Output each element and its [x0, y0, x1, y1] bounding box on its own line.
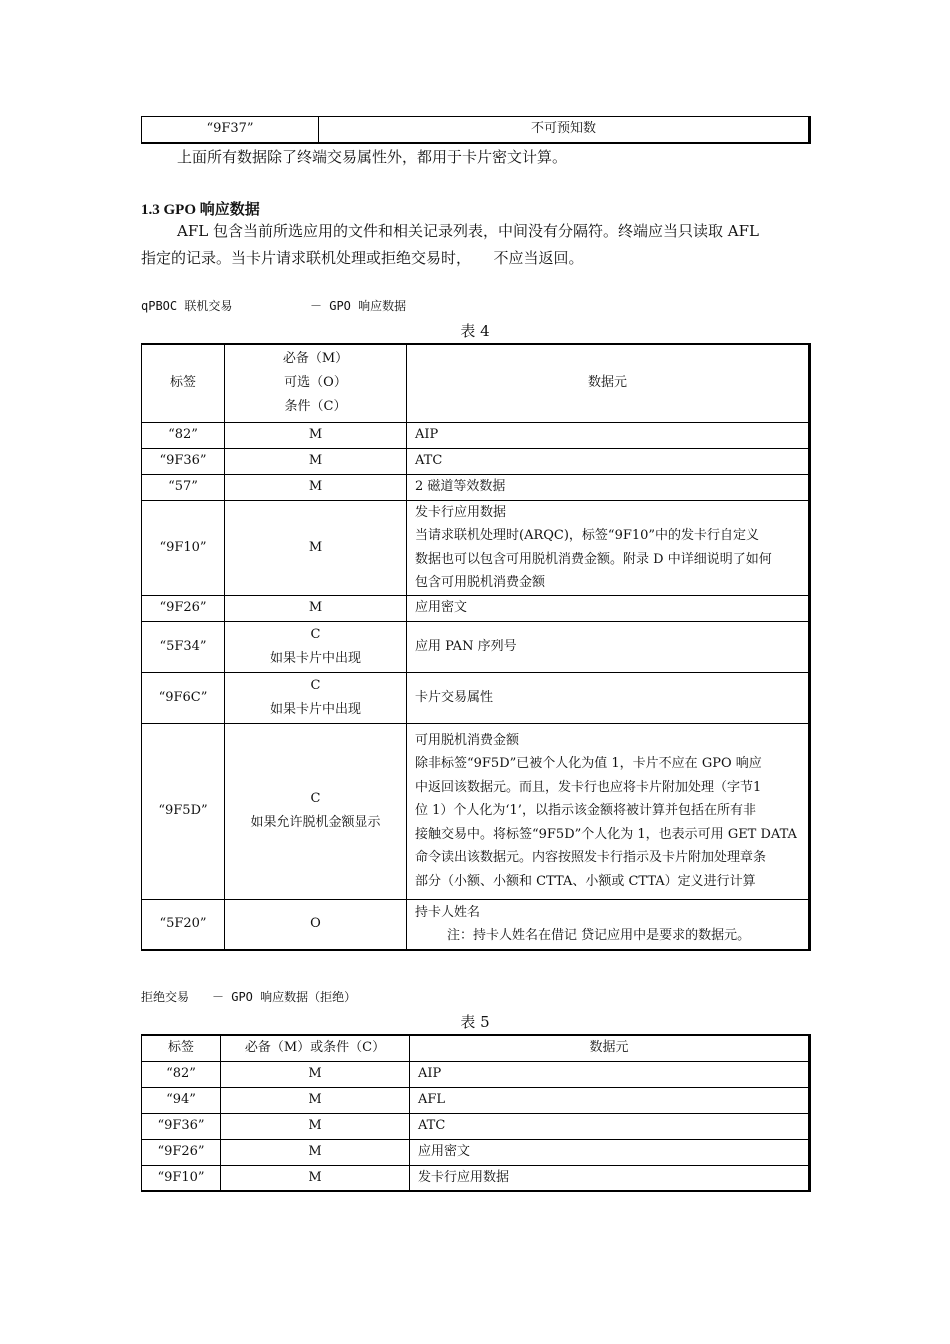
element-line: 部分（小额、小额和 CTTA、小额或 CTTA）定义进行计算 [415, 873, 756, 889]
section-heading: 1.3 GPO 响应数据 [141, 202, 260, 218]
element-line: ATC [415, 453, 443, 469]
req-value: M [308, 453, 323, 468]
element-line: 卡片交易属性 [415, 689, 494, 705]
table-4-element-cell [407, 595, 810, 621]
table-5-tag-cell: “9F10” [142, 1165, 221, 1191]
req-value: C [310, 791, 321, 806]
table-4-tag-cell: “57” [142, 474, 225, 500]
caption-1-left: qPBOC 联机交易 [141, 299, 233, 313]
element-line: 应用 PAN 序列号 [415, 638, 517, 654]
table-4-title: 表 4 [460, 322, 490, 340]
header-req-line-1: 必备（M） [282, 351, 349, 367]
element-line: 包含可用脱机消费金额 [415, 575, 546, 590]
table-5-tag-cell: “94” [142, 1087, 221, 1113]
table-4-header-element: 数据元 [407, 344, 810, 422]
element-line: 2 磁道等效数据 [415, 479, 506, 495]
table-4-row [142, 500, 810, 595]
table-4-row [142, 672, 810, 723]
top-table [141, 116, 811, 144]
element-line: AIP [415, 427, 439, 443]
table-4-element-cell [407, 621, 810, 672]
table-4-req-cell [225, 672, 407, 723]
header-req-line-2: 可选（O） [284, 375, 347, 391]
element-line: 数据也可以包含可用脱机消费金额。附录 D 中详细说明了如何 [415, 551, 772, 567]
element-line: 接触交易中。将标签“9F5D”个人化为 1，也表示可用 GET DATA [415, 826, 797, 842]
req-value: M [308, 539, 323, 555]
table-5-element-cell: 应用密文 [410, 1139, 810, 1165]
table-4-row [142, 899, 810, 950]
paragraph-2-line-1: AFL 包含当前所选应用的文件和相关记录列表，中间没有分隔符。终端应当只读取 AFL [177, 222, 759, 240]
table-4-header-tag: 标签 [142, 344, 225, 422]
table-4-row [142, 723, 810, 899]
table-4-tag-cell: “5F34” [142, 621, 225, 672]
table-5-element-cell: 发卡行应用数据 [410, 1165, 810, 1191]
table-5-tag-cell: “9F36” [142, 1113, 221, 1139]
table-5-element-cell: AIP [410, 1061, 810, 1087]
table-4-tag-cell: “9F26” [142, 595, 225, 621]
table-5-req-cell: M [221, 1087, 410, 1113]
req-note: 如果允许脱机金额显示 [250, 815, 381, 830]
table-4-row [142, 474, 810, 500]
table-5-tag-cell: “9F26” [142, 1139, 221, 1165]
table-4-element-cell [407, 899, 810, 950]
caption-1-right: － GPO 响应数据 [310, 299, 407, 313]
table-5-header-tag: 标签 [142, 1035, 221, 1061]
caption-2-right-text: GPO 响应数据（拒绝） [231, 990, 357, 1004]
req-note: 如果卡片中出现 [269, 701, 361, 717]
table-5-row [142, 1061, 810, 1087]
table-5-header-element: 数据元 [410, 1035, 810, 1061]
element-line: 位 1）个人化为‘1’，以指示该金额将被计算并包括在所有非 [415, 803, 756, 819]
table-5-row [142, 1087, 810, 1113]
req-value: M [308, 427, 323, 442]
table-4-req-cell [225, 723, 407, 899]
table-4-tag-cell: “82” [142, 422, 225, 448]
element-line: 持卡人姓名 [415, 904, 481, 920]
req-value: M [308, 600, 323, 615]
table-4-req-cell [225, 474, 407, 500]
caption-2-right: － GPO 响应数据（拒绝） [212, 990, 357, 1004]
top-table-element: 不可预知数 [319, 117, 810, 143]
table-4-element-cell [407, 723, 810, 899]
table-5-header [142, 1035, 810, 1061]
table-4-row [142, 595, 810, 621]
element-line: 中返回该数据元。而且，发卡行也应将卡片附加处理（字节1 [415, 779, 762, 795]
table-4 [141, 343, 811, 951]
table-4-req-cell [225, 422, 407, 448]
element-line: 注：持卡人姓名在借记 贷记应用中是要求的数据元。 [447, 928, 751, 944]
table-5-tag-cell: “82” [142, 1061, 221, 1087]
table-4-row [142, 422, 810, 448]
req-value: C [310, 677, 321, 693]
req-value: O [310, 916, 321, 932]
paragraph-2 [141, 218, 811, 272]
caption-1-right-text: GPO 响应数据 [329, 299, 407, 313]
table-4-row [142, 448, 810, 474]
table-4-req-cell [225, 448, 407, 474]
header-req-line-3: 条件（C） [284, 399, 347, 415]
paragraph-1: 上面所有数据除了终端交易属性外，都用于卡片密文计算。 [177, 148, 568, 166]
table-4-element-cell [407, 422, 810, 448]
table-4-req-cell [225, 899, 407, 950]
table-4-tag-cell: “9F6C” [142, 672, 225, 723]
table-4-element-cell [407, 672, 810, 723]
table-4-header [142, 344, 810, 422]
table-4-tag-cell: “9F36” [142, 448, 225, 474]
table-5-row [142, 1139, 810, 1165]
table-4-req-cell [225, 621, 407, 672]
table-4-element-cell [407, 474, 810, 500]
element-line: 发卡行应用数据 [415, 504, 507, 520]
top-table-tag: “9F37” [142, 117, 319, 143]
table-5-row [142, 1165, 810, 1191]
table-4-element-cell [407, 500, 810, 595]
table-4-tag-cell: “5F20” [142, 899, 225, 950]
table-5-req-cell: M [221, 1113, 410, 1139]
table-4-req-cell [225, 595, 407, 621]
paragraph-2-line-2: 指定的记录。当卡片请求联机处理或拒绝交易时， 不应当返回。 [141, 249, 584, 267]
table-5-req-cell: M [221, 1139, 410, 1165]
table-4-tag-cell: “9F10” [142, 500, 225, 595]
table-4-element-cell [407, 448, 810, 474]
table-5-header-req: 必备（M）或条件（C） [221, 1035, 410, 1061]
table-4-header-req [225, 344, 407, 422]
table-5-req-cell: M [221, 1165, 410, 1191]
element-line: 可用脱机消费金额 [415, 732, 520, 748]
caption-2-left: 拒绝交易 [141, 990, 190, 1004]
table-5-row [142, 1113, 810, 1139]
table-5-element-cell: ATC [410, 1113, 810, 1139]
table-5-title: 表 5 [460, 1013, 490, 1031]
element-line: 命令读出该数据元。内容按照发卡行指示及卡片附加处理章条 [415, 850, 767, 866]
table-5 [141, 1034, 811, 1192]
req-value: C [310, 626, 321, 642]
req-value: M [308, 479, 323, 494]
table-4-tag-cell: “9F5D” [142, 723, 225, 899]
table-5-element-cell: AFL [410, 1087, 810, 1113]
table-4-row [142, 621, 810, 672]
req-note: 如果卡片中出现 [269, 650, 361, 666]
element-line: 当请求联机处理时(ARQC)，标签“9F10”中的发卡行自定义 [415, 528, 760, 543]
table-4-req-cell [225, 500, 407, 595]
element-line: 应用密文 [415, 600, 468, 616]
table-5-req-cell: M [221, 1061, 410, 1087]
element-line: 除非标签“9F5D”已被个人化为值 1，卡片不应在 GPO 响应 [415, 756, 762, 772]
